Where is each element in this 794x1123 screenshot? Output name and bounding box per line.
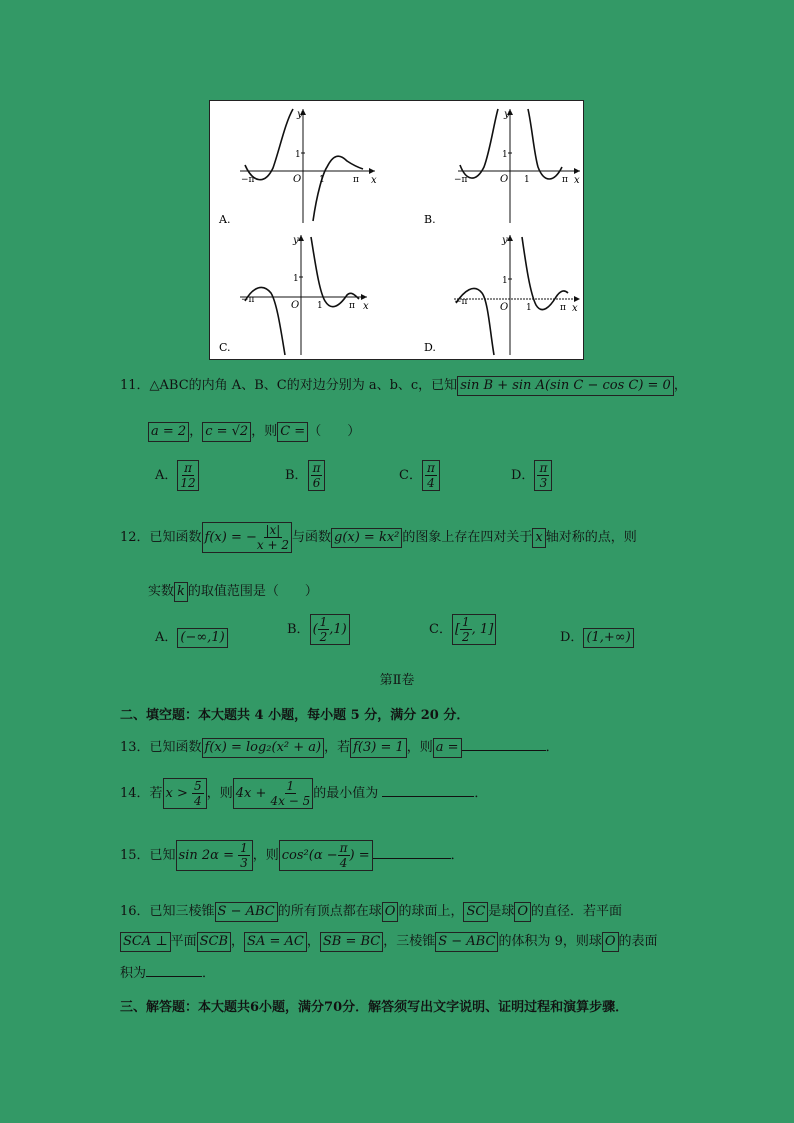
graph-d-y-label: y [502, 235, 508, 246]
q12-line2 [148, 580, 318, 602]
q15-line [120, 840, 464, 871]
q13-end: ． [545, 740, 559, 755]
q15-expr-box: cos²(α − $\frac{\pi}{4}$ ) = [279, 840, 373, 871]
q15-then: ，则 [252, 848, 279, 863]
q11-stem: 11．△ABC的内角 A、B、C的对边分别为 a、b、c，已知 [120, 378, 458, 393]
graph-c-x-tick-1: 1 [317, 301, 323, 311]
graph-panel-a [215, 103, 395, 228]
q16-l2-b2: ， [306, 934, 320, 949]
graph-d-x-tick-1: 1 [526, 303, 532, 313]
q12-option-a-value: (−∞,1) [177, 628, 227, 648]
graph-d-neg-pi: −π [454, 297, 468, 307]
graph-c-y-label: y [293, 235, 299, 246]
q13-cond-box: f(3) = 1 [350, 738, 407, 758]
graph-a-label: A. [219, 213, 231, 226]
q14-pre: 14．若 [120, 786, 163, 801]
q12-mid: 与函数 [291, 530, 331, 545]
q12-option-d-label: D． [560, 630, 584, 645]
q16-sca-box: SCA ⊥ [120, 932, 171, 952]
graph-figure [209, 100, 584, 360]
q11-line2 [148, 420, 360, 442]
graph-b-pi: π [562, 175, 568, 185]
q16-l1-end: 的直径．若平面 [531, 904, 623, 919]
graph-b-origin: O [500, 174, 509, 185]
q11-C-box: C = [277, 422, 308, 442]
q16-l2-e: 的表面 [618, 934, 658, 949]
graph-c-origin: O [291, 300, 300, 311]
q12-option-c[interactable] [429, 614, 496, 645]
q16-l1-pre: 16．已知三棱锥 [120, 904, 215, 919]
graph-d-pi: π [560, 303, 566, 313]
q12-post: 的图象上存在四对关于 [402, 530, 533, 545]
graph-a-x-label: x [371, 175, 377, 186]
graph-d-x-label: x [572, 303, 578, 314]
graph-d-label: D. [424, 341, 436, 354]
q13-pre: 13．已知函数 [120, 740, 202, 755]
graph-b-label: B. [424, 213, 436, 226]
graph-d-tick-1: 1 [502, 276, 508, 286]
q11-option-d-label: D． [511, 468, 535, 483]
q11-comma2: ， [189, 424, 203, 439]
q13-a-box: a = [433, 738, 462, 758]
q11-option-c-label: C． [399, 468, 422, 483]
graph-c-pi: π [349, 301, 355, 311]
graph-c-x-label: x [363, 301, 369, 312]
q15-cond-box: sin 2α = $\frac{1}{3}$ [176, 840, 253, 871]
q14-cond-box: x > $\frac{5}{4}$ [163, 778, 207, 809]
q11-option-b[interactable] [285, 460, 325, 491]
q14-answer-blank[interactable] [382, 796, 474, 797]
q14-line [120, 778, 487, 809]
graph-a-pi: π [353, 175, 359, 185]
q11-option-d[interactable] [511, 460, 552, 491]
q16-l2-c: ，三棱锥 [383, 934, 436, 949]
q11-condition-box: sin B + sin A(sin C − cos C) = 0 [457, 376, 674, 396]
q16-sabc-box: S − ABC [215, 902, 278, 922]
q12-line2-pre: 实数 [148, 584, 175, 599]
q16-l1-mid3: 是球 [488, 904, 515, 919]
q12-option-a[interactable] [155, 626, 228, 648]
part-3-heading: 三、解答题：本大题共6小题，满分70分．解答须写出文字说明、证明过程和演算步骤． [120, 1000, 629, 1015]
graph-b-x-label: x [574, 175, 580, 186]
q11-option-c-frac: $\frac{\pi}{4}$ [422, 460, 440, 491]
graph-c-tick-1: 1 [293, 274, 299, 284]
q16-scb-box: SCB [197, 932, 231, 952]
q15-answer-blank[interactable] [373, 858, 451, 859]
graph-a-origin: O [293, 174, 302, 185]
q12-option-a-label: A． [155, 630, 178, 645]
q13-mid: ，若 [324, 740, 351, 755]
q11-option-a-label: A． [155, 468, 178, 483]
q13-line [120, 736, 559, 758]
q12-g-box: g(x) = kx² [331, 528, 402, 548]
q11-option-d-frac: $\frac{\pi}{3}$ [534, 460, 552, 491]
graph-b-x-tick-1: 1 [524, 175, 530, 185]
graph-a-neg-pi: −π [241, 175, 255, 185]
q16-answer-blank[interactable] [146, 976, 202, 977]
q16-l3-end: ． [202, 966, 216, 981]
q14-post: 的最小值为 [313, 786, 379, 801]
graph-panel-b [400, 103, 580, 228]
q14-end: ． [474, 786, 488, 801]
q16-l2-d: 的体积为 9，则球 [498, 934, 602, 949]
q16-l3: 积为 [120, 966, 147, 981]
q11-option-a[interactable] [155, 460, 199, 491]
q11-option-a-frac: $\frac{\pi}{12}$ [177, 460, 198, 491]
q13-f-box: f(x) = log₂(x² + a) [202, 738, 325, 758]
graph-c-neg-pi: −π [241, 295, 255, 305]
q13-answer-blank[interactable] [462, 750, 546, 751]
q16-sb-bc-box: SB = BC [320, 932, 383, 952]
q12-option-b-value: ( $\frac{1}{2}$ ,1) [310, 614, 350, 645]
q11-options [155, 460, 635, 504]
section-2-title: 第Ⅱ卷 [379, 673, 415, 688]
q12-option-d-value: (1,+∞) [583, 628, 633, 648]
q11-comma: ， [673, 378, 687, 393]
q12-option-b-label: B． [287, 622, 310, 637]
q12-line1 [120, 522, 637, 553]
q16-l2-a: 平面 [170, 934, 197, 949]
q15-pre: 15．已知 [120, 848, 176, 863]
q14-expr-box: 4x + $\frac{1}{4x - 5}$ [233, 778, 314, 809]
graph-b-y-label: y [504, 109, 510, 120]
part-2-heading: 二、填空题：本大题共 4 小题，每小题 5 分，满分 20 分． [120, 708, 470, 723]
q11-option-b-label: B． [285, 468, 308, 483]
q12-options [155, 614, 645, 660]
q12-x-box: x [532, 528, 545, 548]
q12-option-b[interactable] [287, 614, 350, 645]
q12-post2: 轴对称的点，则 [545, 530, 637, 545]
graph-d-origin: O [500, 302, 509, 313]
q13-then: ，则 [406, 740, 433, 755]
q16-line3 [120, 962, 215, 981]
q11-line1 [120, 374, 687, 396]
q11-option-b-frac: $\frac{\pi}{6}$ [308, 460, 326, 491]
graph-a-x-tick-1: 1 [319, 175, 325, 185]
q12-f-box: f(x) = − $\frac{|x|}{x + 2}$ [202, 522, 292, 553]
q16-O-box-2: O [514, 902, 531, 922]
graph-panel-c [215, 231, 395, 356]
q12-option-d[interactable] [560, 626, 634, 648]
q12-k-box: k [174, 582, 188, 602]
graph-c-label: C. [219, 341, 231, 354]
q12-pre: 12．已知函数 [120, 530, 202, 545]
graph-b-neg-pi: −π [454, 175, 468, 185]
graph-panel-d [400, 231, 580, 356]
q16-l2-b: ， [231, 934, 245, 949]
q16-line1 [120, 900, 622, 922]
q12-option-c-value: [ $\frac{1}{2}$ , 1] [452, 614, 496, 645]
q16-sabc-box-2: S − ABC [435, 932, 498, 952]
q11-then: ，则 [251, 424, 278, 439]
q16-l1-mid2: 的球面上， [398, 904, 464, 919]
q16-O-box-3: O [602, 932, 619, 952]
q15-end: ． [450, 848, 464, 863]
q16-SC-box: SC [463, 902, 488, 922]
q12-line2-post: 的取值范围是（ ） [187, 584, 318, 599]
q11-a-box: a = 2 [148, 422, 189, 442]
graph-a-y-label: y [297, 109, 303, 120]
graph-a-tick-1: 1 [295, 150, 301, 160]
q14-then: ，则 [206, 786, 233, 801]
q16-l1-mid: 的所有顶点都在球 [277, 904, 382, 919]
q11-option-c[interactable] [399, 460, 440, 491]
q11-paren: （ ） [308, 424, 361, 439]
graph-b-tick-1: 1 [502, 150, 508, 160]
q12-option-c-label: C． [429, 622, 452, 637]
q11-c-box: c = √2 [202, 422, 251, 442]
q16-line2 [120, 930, 658, 952]
q16-sa-ac-box: SA = AC [244, 932, 307, 952]
q16-O-box: O [382, 902, 399, 922]
